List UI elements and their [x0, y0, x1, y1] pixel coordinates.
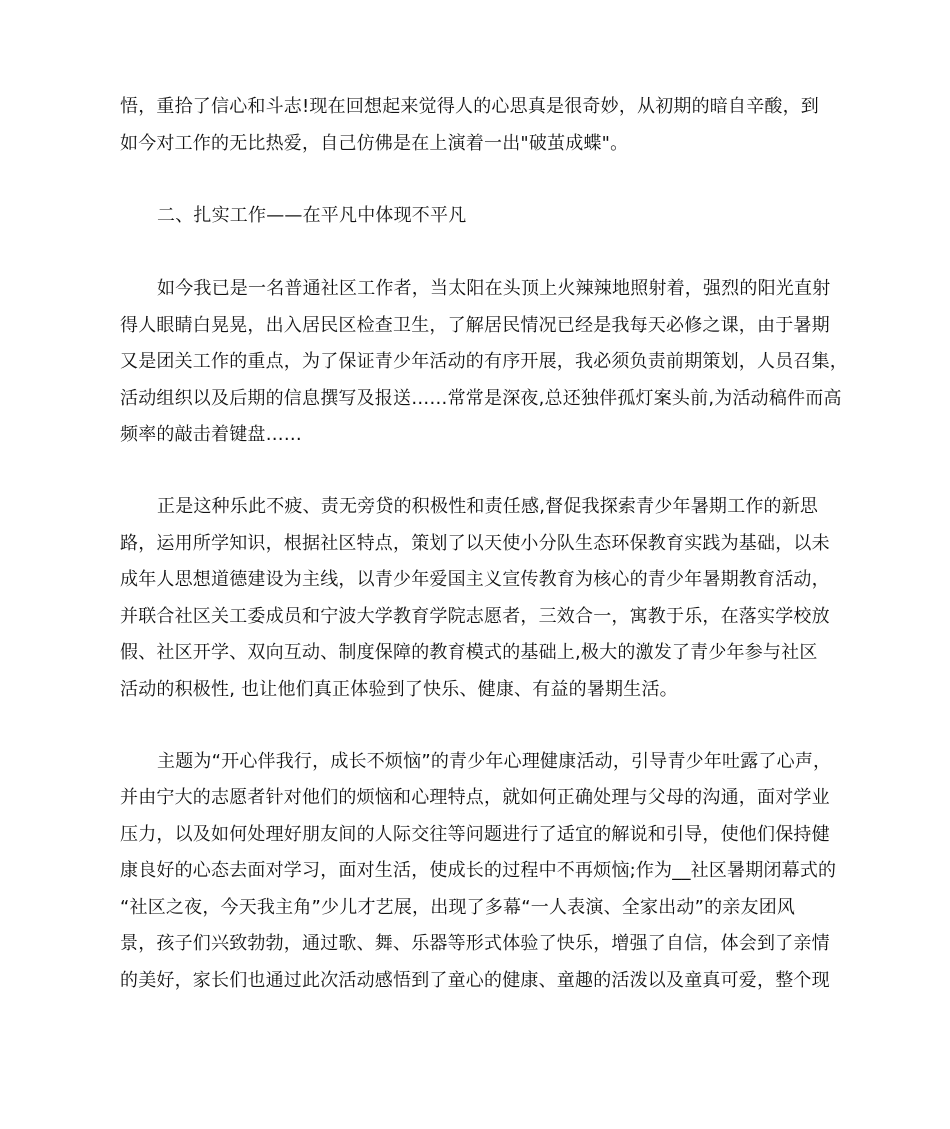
paragraph-line: 的美好，家长们也通过此次活动感悟到了童心的健康、童趣的活泼以及童真可爱，整个现: [120, 970, 830, 991]
paragraph-line: 康良好的心态去面对学习，面对生活，使成长的过程中不再烦恼;作为__社区暑期闭幕式的: [120, 860, 837, 881]
paragraph-line: 如今对工作的无比热爱，自己仿佛是在上演着一出"破茧成蝶"。: [120, 133, 629, 154]
paragraph-line: 频率的敲击着键盘……: [120, 424, 302, 445]
paragraph-line: 活动的积极性, 也让他们真正体验到了快乐、健康、有益的暑期生活。: [120, 679, 678, 700]
paragraph-line: “社区之夜，今天我主角”少儿才艺展，出现了多幕“一人表演、全家出动”的亲友团风: [120, 897, 796, 918]
paragraph-line: 活动组织以及后期的信息撰写及报送……常常是深夜,总还独伴孤灯案头前,为活动稿件而高: [120, 388, 842, 409]
paragraph-line: 并联合社区关工委成员和宁波大学教育学院志愿者，三效合一，寓教于乐，在落实学校放: [120, 606, 830, 627]
section-heading: 二、扎实工作——在平凡中体现不平凡: [157, 205, 467, 226]
paragraph-line: 又是团关工作的重点，为了保证青少年活动的有序开展，我必须负责前期策划，人员召集，: [120, 351, 848, 372]
paragraph-line: 正是这种乐此不疲、责无旁贷的积极性和责任感,督促我探索青少年暑期工作的新思: [157, 496, 819, 517]
paragraph-line: 压力，以及如何处理好朋友间的人际交往等问题进行了适宜的解说和引导，使他们保持健: [120, 824, 830, 845]
paragraph-line: 景，孩子们兴致勃勃，通过歌、舞、乐器等形式体验了快乐，增强了自信，体会到了亲情: [120, 933, 830, 954]
paragraph-line: 悟，重拾了信心和斗志!现在回想起来觉得人的心思真是很奇妙，从初期的暗自辛酸，到: [120, 96, 820, 117]
paragraph-line: 主题为“开心伴我行，成长不烦恼”的青少年心理健康活动，引导青少年吐露了心声，: [157, 751, 832, 772]
paragraph-line: 假、社区开学、双向互动、制度保障的教育模式的基础上,极大的激发了青少年参与社区: [120, 642, 818, 663]
paragraph-line: 并由宁大的志愿者针对他们的烦恼和心理特点，就如何正确处理与父母的沟通，面对学业: [120, 787, 830, 808]
paragraph-line: 成年人思想道德建设为主线，以青少年爱国主义宣传教育为核心的青少年暑期教育活动，: [120, 569, 830, 590]
paragraph-line: 路，运用所学知识，根据社区特点，策划了以天使小分队生态环保教育实践为基础，以未: [120, 533, 830, 554]
paragraph-line: 如今我已是一名普通社区工作者，当太阳在头顶上火辣辣地照射着，强烈的阳光直射: [157, 278, 831, 299]
paragraph-line: 得人眼睛白晃晃，出入居民区检查卫生，了解居民情况已经是我每天必修之课，由于暑期: [120, 315, 830, 336]
